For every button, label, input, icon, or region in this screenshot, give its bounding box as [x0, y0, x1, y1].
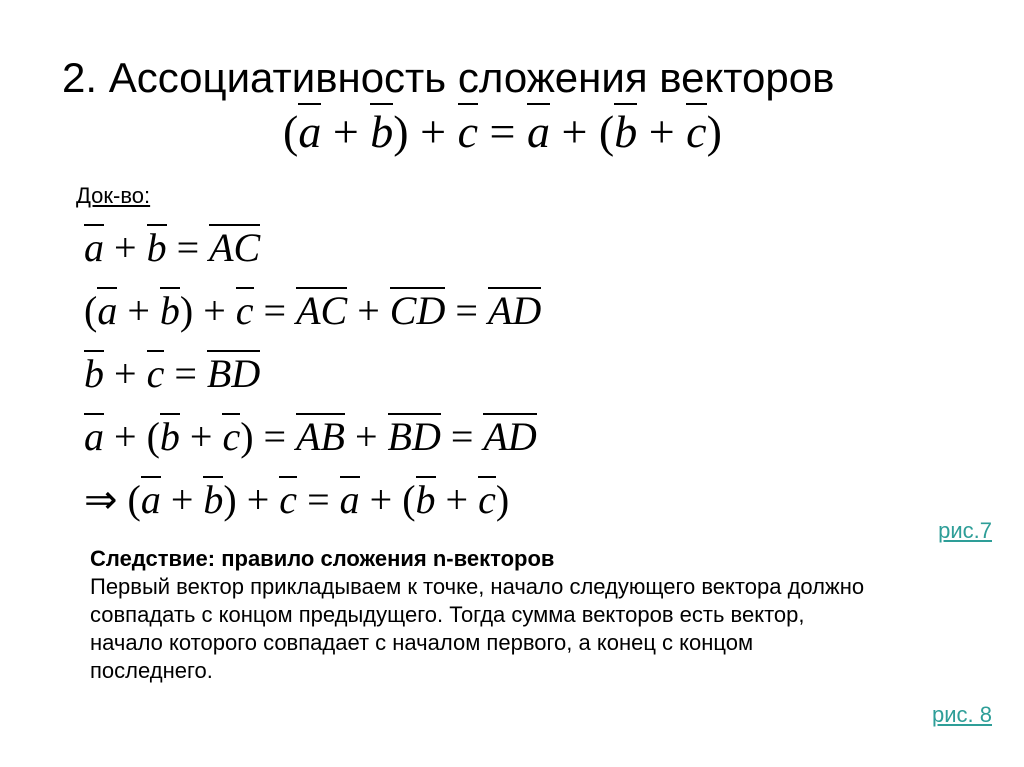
paren: ( [402, 477, 416, 522]
plus-sign: + [179, 414, 223, 459]
paren: ( [127, 477, 141, 522]
vector-b: b [159, 288, 180, 333]
plus-sign: + [408, 106, 458, 157]
vector-b: b [614, 103, 637, 155]
vector-c: c [222, 414, 241, 459]
vector-AC: AC [209, 225, 261, 270]
plus-sign: + [347, 288, 390, 333]
corollary-block [90, 545, 1005, 685]
vector-AD: AD [483, 414, 537, 459]
proof-equation-2 [84, 287, 541, 334]
plus-sign: + [160, 477, 204, 522]
vector-a: a [339, 477, 360, 522]
proof-equation-4 [84, 413, 537, 460]
plus-sign: + [344, 414, 388, 459]
paren: ( [84, 288, 98, 333]
implies-arrow: ⇒ [84, 477, 128, 522]
figure-8-link[interactable]: рис. 8 [932, 702, 992, 727]
vector-a: a [97, 288, 118, 333]
paren: ) [706, 106, 722, 157]
plus-sign: + [193, 288, 236, 333]
paren: ( [598, 106, 615, 157]
vector-b: b [84, 351, 104, 396]
paren: ) [179, 288, 194, 333]
vector-AB: AB [296, 414, 345, 459]
vector-a: a [140, 477, 161, 522]
plus-sign: + [359, 477, 403, 522]
vector-c: c [146, 351, 165, 396]
vector-b: b [159, 414, 180, 459]
corollary-title: Следствие: правило сложения n-векторов [90, 546, 555, 571]
equals-sign: = [253, 414, 297, 459]
equals-sign: = [440, 414, 484, 459]
vector-CD: CD [389, 288, 446, 333]
equals-sign: = [253, 288, 297, 333]
vector-c: c [686, 103, 706, 155]
paren: ( [283, 106, 299, 157]
vector-BD: BD [206, 351, 261, 396]
vector-BD: BD [387, 414, 441, 459]
equals-sign: = [297, 477, 340, 522]
plus-sign: + [117, 288, 160, 333]
proof-equation-1 [84, 224, 260, 271]
plus-sign: + [549, 106, 599, 157]
plus-sign: + [321, 106, 371, 157]
proof-label: Док-во: [76, 183, 151, 208]
plus-sign: + [435, 477, 479, 522]
equals-sign: = [164, 351, 207, 396]
vector-c: c [458, 103, 478, 155]
paren: ) [495, 477, 510, 522]
equals-sign: = [477, 106, 527, 157]
plus-sign: + [104, 351, 147, 396]
vector-c: c [279, 477, 298, 522]
associativity-formula [283, 103, 722, 158]
plus-sign: + [104, 225, 147, 270]
vector-b: b [146, 225, 167, 270]
slide-title: 2. Ассоциативность сложения векторов [62, 54, 835, 101]
vector-b: b [203, 477, 224, 522]
plus-sign: + [637, 106, 687, 157]
vector-a: a [527, 103, 550, 155]
vector-b: b [370, 103, 393, 155]
vector-AD: AD [487, 288, 542, 333]
vector-a: a [298, 103, 321, 155]
proof-equation-3 [84, 350, 260, 397]
vector-c: c [478, 477, 496, 522]
vector-c: c [235, 288, 254, 333]
vector-a: a [84, 225, 104, 270]
paren: ( [146, 414, 160, 459]
paren: ) [240, 414, 254, 459]
equals-sign: = [445, 288, 488, 333]
corollary-text: Первый вектор прикладываем к точке, начало следующего вектора должно совпадать с концом предыдущего. Тогда сумма векторов есть вектор, начало которого совпадает с началом первого, а конец с концом последнего. [90, 574, 865, 683]
plus-sign: + [236, 477, 280, 522]
vector-AC: AC [296, 288, 348, 333]
figure-7-link[interactable]: рис.7 [938, 518, 992, 543]
vector-b: b [415, 477, 436, 522]
paren: ) [223, 477, 237, 522]
equals-sign: = [166, 225, 210, 270]
vector-a: a [84, 414, 104, 459]
plus-sign: + [104, 414, 147, 459]
proof-conclusion [84, 476, 509, 523]
paren: ) [393, 106, 409, 157]
